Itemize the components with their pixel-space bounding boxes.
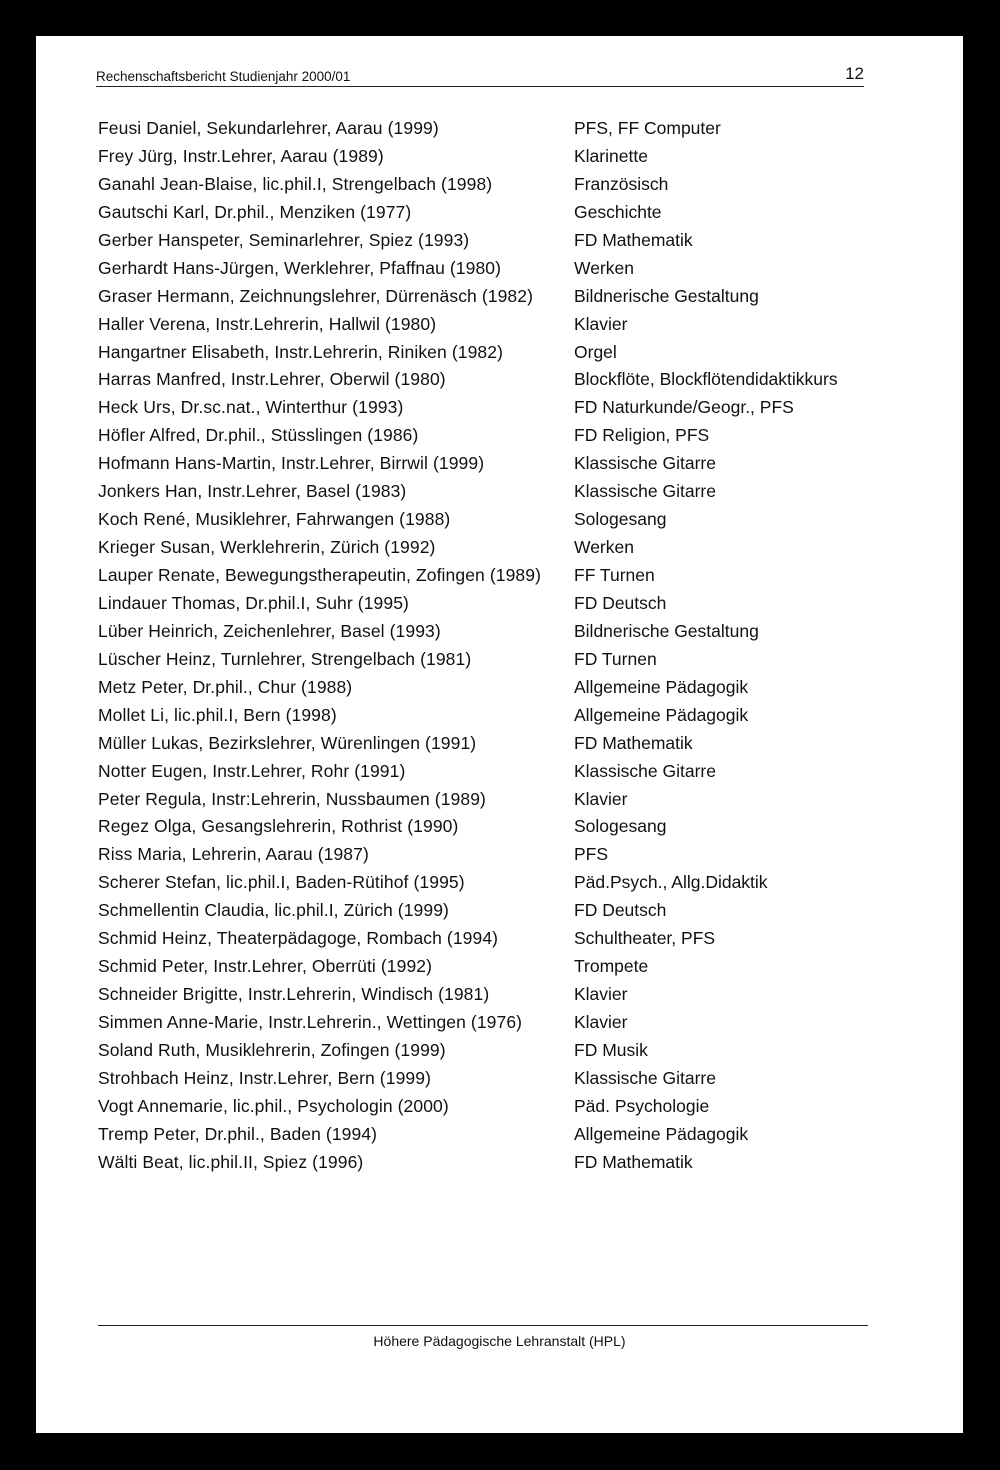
staff-subject: Schultheater, PFS [574, 928, 716, 949]
list-item [98, 677, 888, 705]
staff-subject: Klassische Gitarre [574, 760, 716, 781]
list-item [98, 146, 888, 174]
list-item [98, 900, 888, 928]
staff-subject: Orgel [574, 341, 617, 362]
list-item [98, 286, 888, 314]
list-item [98, 481, 888, 509]
staff-subject: Klavier [574, 313, 628, 334]
footer-institution: Höhere Pädagogische Lehranstalt (HPL) [373, 1333, 626, 1349]
staff-person: Soland Ruth, Musiklehrerin, Zofingen (1999) [98, 1039, 446, 1060]
staff-person: Koch René, Musiklehrer, Fahrwangen (1988) [98, 509, 451, 530]
list-item [98, 984, 888, 1012]
list-item [98, 621, 888, 649]
list-item [98, 425, 888, 453]
staff-subject: Allgemeine Pädagogik [574, 704, 749, 725]
staff-subject: Päd.Psych., Allg.Didaktik [574, 872, 768, 893]
header-title: Rechenschaftsbericht Studienjahr 2000/01 [96, 69, 351, 84]
list-item [98, 816, 888, 844]
list-item [98, 537, 888, 565]
list-item [98, 509, 888, 537]
staff-subject: Bildnerische Gestaltung [574, 285, 759, 306]
list-item [98, 789, 888, 817]
list-item [98, 761, 888, 789]
staff-person: Hangartner Elisabeth, Instr.Lehrerin, Riniken (1982) [98, 341, 503, 362]
list-item [98, 705, 888, 733]
staff-subject: FD Mathematik [574, 732, 693, 753]
staff-person: Wälti Beat, lic.phil.II, Spiez (1996) [98, 1151, 364, 1172]
staff-person: Schneider Brigitte, Instr.Lehrerin, Windisch (1981) [98, 984, 490, 1005]
staff-subject: Klarinette [574, 145, 648, 166]
list-item [98, 733, 888, 761]
staff-person: Müller Lukas, Bezirkslehrer, Würenlingen (1991) [98, 732, 477, 753]
staff-person: Tremp Peter, Dr.phil., Baden (1994) [98, 1123, 378, 1144]
staff-subject: Klavier [574, 1012, 628, 1032]
staff-subject: FD Mathematik [574, 229, 693, 250]
page-number: 12 [845, 64, 864, 83]
list-item [98, 872, 888, 900]
footer-divider [98, 1325, 868, 1326]
list-item [98, 1124, 888, 1152]
list-item [98, 928, 888, 956]
staff-person: Harras Manfred, Instr.Lehrer, Oberwil (1980) [98, 369, 446, 390]
staff-subject: Allgemeine Pädagogik [574, 1123, 749, 1144]
staff-subject: FD Naturkunde/Geogr., PFS [574, 397, 794, 418]
staff-person: Heck Urs, Dr.sc.nat., Winterthur (1993) [98, 397, 404, 418]
staff-subject: Klassische Gitarre [574, 1067, 716, 1088]
list-item [98, 593, 888, 621]
staff-subject: Klassische Gitarre [574, 453, 716, 474]
staff-subject: Werken [574, 537, 634, 558]
staff-person: Gautschi Karl, Dr.phil., Menziken (1977) [98, 201, 412, 222]
staff-subject: Klassische Gitarre [574, 481, 716, 502]
staff-subject: FD Deutsch [574, 592, 667, 613]
staff-subject: FD Religion, PFS [574, 425, 710, 446]
list-item [98, 369, 888, 397]
staff-person: Vogt Annemarie, lic.phil., Psychologin (2000) [98, 1095, 449, 1116]
staff-person: Höfler Alfred, Dr.phil., Stüsslingen (1986) [98, 425, 419, 446]
staff-person: Lindauer Thomas, Dr.phil.I, Suhr (1995) [98, 592, 409, 613]
staff-person: Schmid Heinz, Theaterpädagoge, Rombach (1994) [98, 928, 499, 949]
staff-person: Lüber Heinrich, Zeichenlehrer, Basel (1993) [98, 620, 441, 641]
staff-person: Ganahl Jean-Blaise, lic.phil.I, Strengelbach (1998) [98, 173, 493, 194]
staff-person: Metz Peter, Dr.phil., Chur (1988) [98, 676, 353, 697]
list-item [98, 453, 888, 481]
staff-subject: PFS, FF Computer [574, 118, 721, 138]
staff-subject: Werken [574, 257, 634, 278]
staff-subject: Bildnerische Gestaltung [574, 620, 759, 641]
staff-subject: Klavier [574, 984, 628, 1005]
staff-subject: PFS [574, 844, 609, 865]
staff-person: Riss Maria, Lehrerin, Aarau (1987) [98, 844, 369, 865]
staff-person: Jonkers Han, Instr.Lehrer, Basel (1983) [98, 481, 407, 502]
staff-subject: Sologesang [574, 509, 667, 530]
list-item [98, 1040, 888, 1068]
list-item [98, 174, 888, 202]
staff-subject: FD Mathematik [574, 1151, 693, 1172]
staff-person: Krieger Susan, Werklehrerin, Zürich (1992) [98, 537, 436, 558]
staff-person: Simmen Anne-Marie, Instr.Lehrerin., Wettingen (1976) [98, 1012, 523, 1032]
list-item [98, 314, 888, 342]
staff-person: Notter Eugen, Instr.Lehrer, Rohr (1991) [98, 760, 406, 781]
staff-subject: Französisch [574, 173, 669, 194]
staff-person: Lauper Renate, Bewegungstherapeutin, Zofingen (1989) [98, 565, 542, 585]
staff-subject: Blockflöte, Blockflötendidaktikkurs [574, 369, 838, 390]
staff-person: Schmellentin Claudia, lic.phil.I, Zürich (1999) [98, 900, 449, 921]
staff-person: Frey Jürg, Instr.Lehrer, Aarau (1989) [98, 145, 384, 166]
list-item [98, 258, 888, 286]
staff-person: Mollet Li, lic.phil.I, Bern (1998) [98, 704, 337, 725]
staff-person: Graser Hermann, Zeichnungslehrer, Dürrenäsch (1982) [98, 285, 534, 306]
staff-subject: Sologesang [574, 816, 667, 837]
staff-person: Haller Verena, Instr.Lehrerin, Hallwil (1980) [98, 313, 437, 334]
staff-person: Schmid Peter, Instr.Lehrer, Oberrüti (1992) [98, 956, 433, 977]
list-item [98, 342, 888, 370]
list-item [98, 956, 888, 984]
list-item [98, 649, 888, 677]
staff-person: Regez Olga, Gesangslehrerin, Rothrist (1990) [98, 816, 459, 837]
staff-subject: FF Turnen [574, 565, 655, 585]
staff-person: Peter Regula, Instr:Lehrerin, Nussbaumen (1989) [98, 788, 486, 809]
list-item [98, 397, 888, 425]
staff-person: Lüscher Heinz, Turnlehrer, Strengelbach (1981) [98, 648, 472, 669]
staff-list [98, 118, 888, 1180]
list-item [98, 118, 888, 146]
list-item [98, 1012, 888, 1040]
staff-person: Gerhardt Hans-Jürgen, Werklehrer, Pfaffnau (1980) [98, 257, 502, 278]
staff-subject: Klavier [574, 788, 628, 809]
list-item [98, 230, 888, 258]
staff-person: Scherer Stefan, lic.phil.I, Baden-Rütihof (1995) [98, 872, 465, 893]
staff-person: Strohbach Heinz, Instr.Lehrer, Bern (1999) [98, 1067, 431, 1088]
list-item [98, 1096, 888, 1124]
staff-person: Hofmann Hans-Martin, Instr.Lehrer, Birrwil (1999) [98, 453, 485, 474]
page-header [96, 62, 864, 87]
staff-subject: Trompete [574, 956, 649, 977]
staff-subject: Päd. Psychologie [574, 1095, 710, 1116]
list-item [98, 844, 888, 872]
list-item [98, 565, 888, 593]
staff-subject: Allgemeine Pädagogik [574, 676, 749, 697]
staff-person: Feusi Daniel, Sekundarlehrer, Aarau (1999) [98, 118, 439, 138]
staff-subject: FD Musik [574, 1039, 648, 1060]
list-item [98, 1068, 888, 1096]
list-item [98, 1152, 888, 1180]
staff-subject: FD Turnen [574, 648, 657, 669]
staff-subject: FD Deutsch [574, 900, 667, 921]
document-page [36, 36, 963, 1433]
staff-person: Gerber Hanspeter, Seminarlehrer, Spiez (1993) [98, 229, 470, 250]
list-item [98, 202, 888, 230]
staff-subject: Geschichte [574, 201, 662, 222]
